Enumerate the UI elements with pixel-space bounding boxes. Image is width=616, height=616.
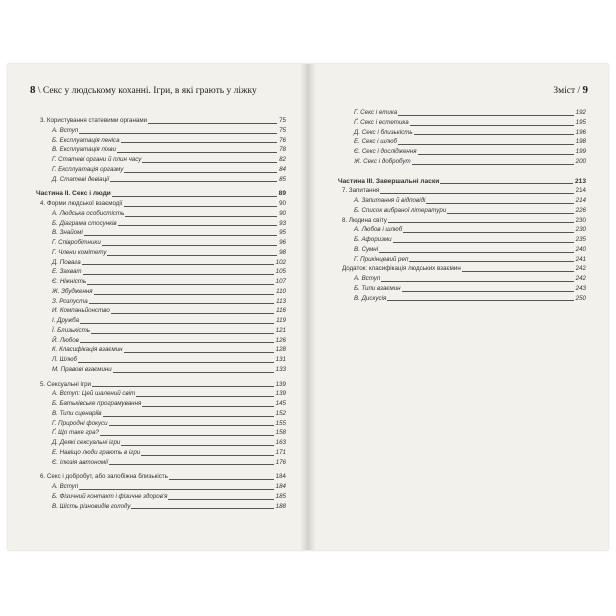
toc-leader-line [121, 445, 273, 446]
toc-subentry [36, 326, 286, 336]
right-page-number: 9 [582, 84, 588, 96]
toc-leader-line [92, 386, 274, 387]
toc-page-number: 158 [275, 429, 286, 437]
toc-subentry [338, 128, 586, 138]
toc-entry-title: Г. Експлуатація оргазму [52, 165, 124, 173]
toc-entry-title: Д. Деякі сексуальні ігри [52, 439, 121, 446]
toc-leader-line [84, 235, 277, 236]
toc-subentry [36, 419, 286, 429]
toc-chapter-entry [338, 186, 586, 196]
toc-entry-title: З. Розпуста [52, 297, 88, 305]
toc-page-number: 230 [575, 226, 586, 234]
toc-page-number: 107 [275, 278, 286, 285]
toc-entry-title: А. Вступ [354, 275, 381, 282]
toc-subentry [338, 255, 586, 265]
toc-subentry [36, 409, 286, 419]
toc-subentry [338, 245, 586, 255]
toc-subentry [36, 126, 286, 136]
toc-page-number: 95 [279, 229, 286, 237]
toc-entry-title: Й. Любов [52, 336, 79, 344]
toc-subentry [36, 297, 286, 307]
toc-entry-title: 5. Сексуальні ігри [40, 380, 91, 388]
toc-leader-line [121, 142, 278, 143]
toc-leader-line [124, 206, 278, 207]
left-running-head [30, 84, 257, 96]
toc-entry-title: В. Дискусія [354, 294, 387, 302]
toc-subentry [36, 502, 286, 512]
toc-page-number: 145 [275, 400, 286, 407]
toc-part-heading [338, 177, 586, 187]
toc-subentry [36, 287, 286, 297]
toc-leader-line [124, 172, 277, 173]
toc-entry-title: В. Шість різновидів голоду [52, 502, 131, 510]
toc-page-number: 241 [575, 255, 586, 263]
book-gutter [300, 64, 316, 550]
toc-page-number: 242 [575, 275, 586, 282]
toc-leader-line [79, 489, 273, 490]
toc-page-number: 75 [279, 126, 286, 134]
left-page [8, 64, 300, 550]
toc-page-number: 250 [575, 294, 586, 302]
toc-page-number: 152 [275, 409, 286, 417]
toc-subentry [36, 165, 286, 175]
toc-leader-line [110, 181, 277, 182]
toc-subentry [338, 206, 586, 216]
toc-leader-line [169, 479, 274, 480]
toc-subentry [36, 277, 286, 287]
toc-leader-line [113, 372, 274, 373]
toc-leader-line [131, 508, 273, 509]
toc-leader-line [87, 284, 273, 285]
toc-entry-title: 6. Секс і добробут, або залобіжна близькість [40, 473, 168, 481]
toc-leader-line [379, 252, 574, 253]
toc-chapter-entry [338, 264, 586, 274]
toc-page-number: 126 [275, 336, 286, 344]
toc-subentry [36, 219, 286, 229]
toc-leader-line [414, 134, 574, 135]
toc-leader-line [125, 216, 277, 217]
toc-page-number: 185 [275, 492, 286, 500]
toc-page-number: 242 [575, 265, 586, 273]
toc-page-number: 139 [275, 390, 286, 398]
toc-page-number: 85 [279, 175, 286, 183]
toc-leader-line [380, 193, 573, 194]
toc-entry-title: И. Компаньйонство [52, 307, 110, 315]
toc-subentry [36, 306, 286, 316]
toc-entry-title: 4. Форми людської взаємодії [40, 200, 123, 207]
toc-page-number: 184 [275, 483, 286, 490]
toc-page-number: 78 [279, 146, 286, 154]
toc-leader-line [83, 274, 274, 275]
toc-entry-title: Ґ. Що таке гра? [52, 429, 99, 437]
toc-leader-line [80, 342, 274, 343]
toc-leader-line [78, 362, 274, 363]
toc-page-number: 199 [575, 148, 586, 155]
toc-subentry [36, 482, 286, 492]
toc-page-number: 76 [279, 136, 286, 144]
toc-page-number: 243 [575, 284, 586, 292]
toc-leader-line [117, 152, 277, 153]
toc-page-number: 121 [275, 326, 286, 334]
toc-subentry [36, 345, 286, 355]
toc-entry-title: К. Класифікація взаємин [52, 346, 123, 354]
toc-chapter-entry [36, 199, 286, 209]
toc-subentry [36, 365, 286, 375]
toc-entry-title: 7. Запитання [342, 187, 380, 195]
toc-page-number: 89 [278, 190, 286, 198]
toc-page-number: 192 [575, 109, 586, 116]
toc-page-number: 119 [276, 317, 286, 324]
toc-leader-line [112, 196, 277, 197]
toc-leader-line [109, 464, 274, 465]
toc-leader-line [402, 291, 574, 292]
toc-leader-line [102, 245, 277, 246]
toc-entry-title: Д. Статеві девіації [52, 175, 109, 183]
toc-entry-title: Є. Ілюзія автономії [52, 458, 108, 466]
toc-subentry [36, 399, 286, 409]
toc-leader-line [410, 125, 574, 126]
toc-entry-title: Ж. Збудження [52, 287, 93, 295]
toc-subentry [36, 355, 286, 365]
toc-leader-line [142, 162, 277, 163]
toc-subentry [36, 428, 286, 438]
toc-entry-title: А. Людська особистість [52, 209, 125, 217]
toc-subentry [338, 147, 586, 157]
toc-entry-title: Л. Шлюб [52, 356, 77, 363]
toc-subentry [36, 448, 286, 458]
toc-subentry [36, 228, 286, 238]
toc-page-number: 90 [279, 209, 286, 217]
toc-leader-line [168, 499, 273, 500]
toc-chapter-entry [36, 116, 286, 126]
book-spread [8, 64, 608, 550]
toc-leader-line [79, 133, 277, 134]
toc-entry-title: В. Знайомі [52, 229, 83, 237]
toc-subentry [36, 458, 286, 468]
toc-subentry [338, 294, 586, 304]
toc-entry-title: М. Правові взаємини [52, 365, 112, 373]
toc-page-number: 105 [275, 268, 286, 276]
toc-entry-title: І. Дружба [52, 317, 80, 324]
toc-entry-title: Г. Секс і етика [354, 109, 398, 116]
toc-entry-title: Г. Прикінцевий реп [354, 255, 409, 263]
toc-entry-title: Ґ. Секс і естетика [354, 118, 409, 126]
toc-entry-title: Е. Захват [52, 268, 82, 276]
toc-chapter-entry [338, 216, 586, 226]
toc-leader-line [418, 154, 574, 155]
toc-page-number: 213 [574, 177, 586, 185]
toc-leader-line [462, 271, 574, 272]
toc-leader-line [142, 406, 273, 407]
toc-entry-title: Е. Навіщо люди грають в ігри [52, 448, 141, 456]
toc-leader-line [387, 300, 573, 301]
toc-entry-title: А. Вступ [52, 126, 79, 134]
toc-leader-line [136, 396, 273, 397]
toc-entry-title: Частина II. Секс і люди [36, 190, 111, 198]
toc-entry-title: Є. Ніжність [52, 278, 87, 285]
toc-page-number: 82 [279, 156, 286, 163]
toc-entry-title: А. Любов і шлюб [354, 226, 403, 234]
toc-entry-title: Д. Повага [52, 258, 81, 266]
toc-page-number: 131 [275, 356, 286, 363]
left-page-number: 8 [30, 84, 36, 96]
toc-subentry [36, 267, 286, 277]
toc-leader-line [403, 232, 573, 233]
toc-page-number: 171 [275, 448, 286, 456]
toc-entry-title: Г. Співробітники [52, 239, 101, 246]
toc-leader-line [398, 115, 573, 116]
toc-page-number: 176 [275, 458, 286, 466]
toc-subentry [338, 137, 586, 147]
toc-entry-title: Г. Члени комітету [52, 248, 107, 256]
toc-leader-line [100, 435, 274, 436]
right-table-of-contents [338, 108, 586, 303]
toc-leader-line [141, 455, 273, 456]
toc-part-heading [36, 189, 286, 199]
toc-leader-line [107, 255, 277, 256]
toc-subentry [36, 336, 286, 346]
toc-subentry [338, 108, 586, 118]
toc-subentry [36, 438, 286, 448]
toc-entry-title: В. Експлуатація піхви [52, 146, 117, 154]
toc-chapter-entry [36, 472, 286, 482]
toc-entry-title: 8. Людина світу [342, 216, 387, 224]
toc-entry-title: Г. Природні фокуси [52, 419, 108, 427]
toc-page-number: 139 [275, 380, 286, 388]
toc-page-number: 98 [279, 248, 286, 256]
toc-entry-title: Ї. Близькість [52, 326, 91, 334]
toc-entry-title: Б. Експлуатація пеніса [52, 136, 120, 144]
right-running-head-title: Зміст / [553, 86, 581, 96]
toc-subentry [36, 389, 286, 399]
toc-leader-line [412, 164, 574, 165]
toc-leader-line [398, 144, 574, 145]
toc-subentry [36, 145, 286, 155]
toc-subentry [36, 258, 286, 268]
toc-subentry [36, 209, 286, 219]
toc-subentry [36, 248, 286, 258]
toc-subentry [338, 274, 586, 284]
toc-entry-title: Б. Афоризми [354, 236, 392, 243]
toc-leader-line [94, 294, 275, 295]
toc-chapter-entry [36, 380, 286, 390]
toc-page-number: 163 [275, 439, 286, 446]
toc-subentry [338, 235, 586, 245]
toc-page-number: 226 [575, 206, 586, 214]
toc-page-number: 113 [276, 297, 286, 305]
toc-subentry [338, 118, 586, 128]
toc-entry-title: Г. Статеві органи й плин часу [52, 156, 142, 163]
toc-page-number: 128 [275, 346, 286, 354]
toc-entry-title: Частина III. Завершальні ласки [338, 177, 440, 185]
toc-page-number: 235 [575, 236, 586, 243]
toc-subentry [338, 196, 586, 206]
toc-leader-line [89, 303, 274, 304]
toc-entry-title: Б. Батьківське програмування [52, 400, 142, 407]
toc-entry-title: Ж. Секс і добробут [354, 157, 411, 165]
toc-subentry [36, 238, 286, 248]
toc-subentry [36, 316, 286, 326]
toc-subentry [338, 225, 586, 235]
toc-leader-line [91, 333, 274, 334]
toc-page-number: 195 [575, 118, 586, 126]
toc-page-number: 214 [575, 197, 586, 204]
toc-subentry [338, 157, 586, 167]
toc-leader-line [80, 323, 274, 324]
toc-page-number: 102 [275, 258, 286, 266]
toc-page-number: 116 [276, 307, 286, 315]
toc-entry-title: Б. Діаграма стосунків [52, 219, 117, 227]
toc-leader-line [409, 261, 573, 262]
toc-leader-line [82, 264, 274, 265]
toc-leader-line [447, 213, 573, 214]
toc-page-number: 230 [575, 216, 586, 224]
toc-leader-line [103, 416, 274, 417]
toc-page-number: 188 [275, 502, 286, 510]
right-running-head [553, 84, 588, 96]
toc-leader-line [381, 281, 573, 282]
toc-page-number: 214 [575, 187, 586, 195]
toc-leader-line [118, 225, 277, 226]
toc-page-number: 90 [279, 200, 286, 207]
toc-page-number: 184 [275, 473, 286, 481]
left-running-head-title: \ Секс у людському коханні. Ігри, в які грають у ліжку [37, 86, 257, 96]
right-page [316, 64, 608, 550]
toc-entry-title: А. Запитання й відповіді [354, 197, 426, 204]
toc-page-number: 200 [575, 157, 586, 165]
toc-leader-line [109, 425, 274, 426]
toc-entry-title: Е. Секс і шлюб [354, 138, 397, 146]
toc-leader-line [124, 352, 274, 353]
toc-entry-title: А. Вступ: Цей шалений світ [52, 390, 136, 398]
toc-subentry [36, 136, 286, 146]
toc-leader-line [111, 313, 274, 314]
toc-page-number: 75 [279, 117, 286, 124]
toc-entry-title: В. Сумні [354, 245, 379, 253]
toc-entry-title: Б. Список вибраної літератури [354, 206, 447, 214]
toc-leader-line [393, 242, 574, 243]
toc-page-number: 96 [279, 239, 286, 246]
toc-subentry [36, 492, 286, 502]
toc-subentry [36, 155, 286, 165]
toc-page-number: 240 [575, 245, 586, 253]
toc-leader-line [148, 123, 277, 124]
toc-page-number: 198 [575, 138, 586, 146]
toc-entry-title: Д. Секс і близькість [354, 128, 413, 136]
toc-entry-title: Є. Секс і дослідження [354, 148, 417, 155]
toc-entry-title: В. Типи сценаріїв [52, 409, 102, 417]
toc-leader-line [426, 203, 573, 204]
toc-leader-line [388, 222, 574, 223]
toc-page-number: 84 [279, 165, 286, 173]
toc-page-number: 155 [275, 419, 286, 427]
toc-entry-title: 3. Користування статевими органами [40, 117, 148, 124]
toc-entry-title: Б. Фізичний контакт і фізичне здоров'я [52, 492, 168, 500]
toc-page-number: 133 [275, 365, 286, 373]
left-table-of-contents [36, 116, 286, 511]
toc-page-number: 196 [575, 128, 586, 136]
toc-subentry [36, 175, 286, 185]
toc-entry-title: Б. Типи взаємин [354, 284, 401, 292]
toc-entry-title: Додаток: класифікація людських взаємин [342, 265, 461, 273]
toc-subentry [338, 284, 586, 294]
toc-leader-line [440, 183, 573, 184]
toc-page-number: 93 [279, 219, 286, 227]
toc-page-number: 110 [276, 287, 286, 295]
toc-entry-title: А. Вступ [52, 483, 79, 490]
